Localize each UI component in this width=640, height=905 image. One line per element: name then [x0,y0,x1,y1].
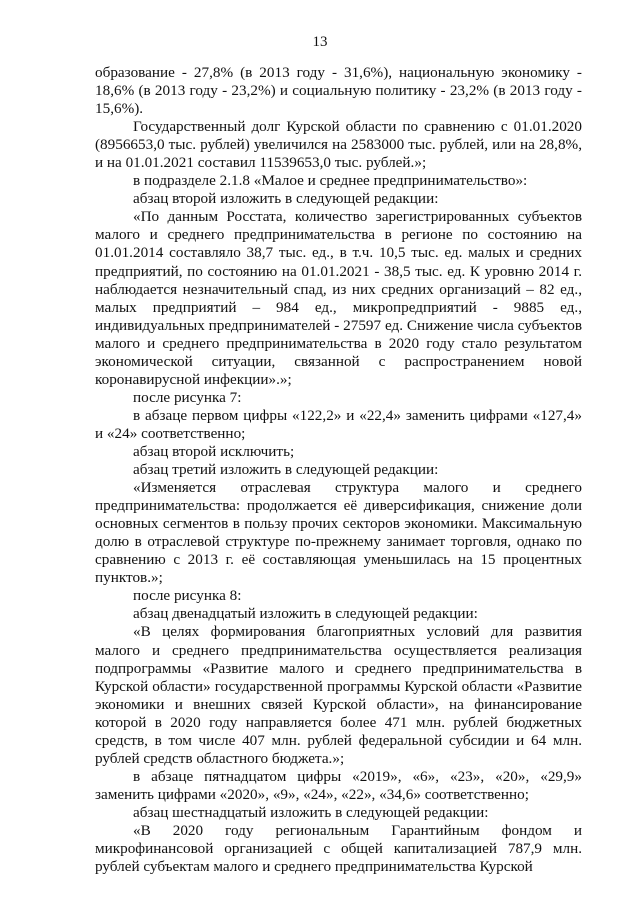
paragraph: после рисунка 7: [133,388,242,406]
document-body [95,64,582,876]
paragraph: «В 2020 году региональным Гарантийным фондом и микрофинансовой организацией с общей капитализацией 787,9 млн. рублей субъектам малого и среднего предпринимательства Курской [95,821,582,876]
paragraph: абзац второй исключить; [133,442,295,460]
paragraph: абзац шестнадцатый изложить в следующей редакции: [133,803,489,821]
page-number: 13 [312,34,328,50]
paragraph: абзац двенадцатый изложить в следующей редакции: [133,605,478,623]
paragraph: «В целях формирования благоприятных условий для развития малого и среднего предпринимательства осуществляется реализация подпрограммы «Развитие малого и среднего предпринимательства в Курской области» государственной программы Курской области «Развитие экономики и внешних связей Курской области», на финансирование которой в 2020 году направляется более 471 млн. рублей бюджетных средств, в том числе 407 млн. рублей федеральной субсидии и 64 млн. рублей средств областного бюджета.»; [95,623,582,767]
paragraph: «По данным Росстата, количество зарегистрированных субъектов малого и среднего предпринимательства в регионе по состоянию на 01.01.2014 составляло 38,7 тыс. ед., в т.ч. 10,5 тыс. ед. малых и средних предприятий, по состоянию на 01.01.2021 - 38,5 тыс. ед. К уровню 2014 г. наблюдается незначительный спад, из них средних организаций – 82 ед., малых предприятий – 984 ед., микропредприятий - 9885 ед., индивидуальных предпринимателей - 27597 ед. Снижение числа субъектов малого и среднего предпринимательства в 2020 году стало результатом экономической ситуации, связанной с распространением новой коронавирусной инфекции».»; [95,208,582,388]
paragraph: абзац второй изложить в следующей редакции: [133,190,439,208]
paragraph: после рисунка 8: [133,587,242,605]
paragraph: в абзаце пятнадцатом цифры «2019», «6», «23», «20», «29,9» заменить цифрами «2020», «9», «24», «22», «34,6» соответственно; [95,767,582,803]
paragraph: в подразделе 2.1.8 «Малое и среднее предпринимательство»: [133,172,528,190]
paragraph: «Изменяется отраслевая структура малого и среднего предпринимательства: продолжается её диверсификация, снижение доли основных сегментов в пользу прочих секторов экономики. Максимальную долю в отраслевой структуре по-прежнему занимает торговля, однако по сравнению с 2013 г. её составляющая уменьшилась на 15 процентных пунктов.»; [95,479,582,587]
paragraph: Государственный долг Курской области по сравнению с 01.01.2020 (8956653,0 тыс. рублей) увеличился на 2583000 тыс. рублей, или на 28,8%, и на 01.01.2021 составил 11539653,0 тыс. рублей.»; [95,118,582,172]
paragraph: абзац третий изложить в следующей редакции: [133,461,439,479]
paragraph: образование - 27,8% (в 2013 году - 31,6%), национальную экономику - 18,6% (в 2013 году - 23,2%) и социальную политику - 23,2% (в 2013 году - 15,6%). [95,64,582,118]
paragraph: в абзаце первом цифры «122,2» и «22,4» заменить цифрами «127,4» и «24» соответственно; [95,406,582,442]
